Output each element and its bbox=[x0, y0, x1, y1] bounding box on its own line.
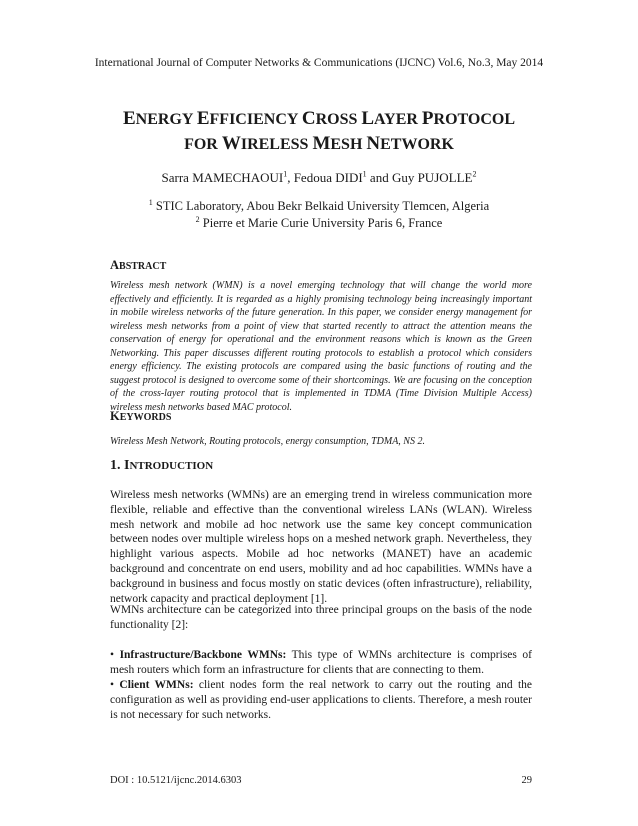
title-cap: N bbox=[366, 133, 381, 154]
title-cap: W bbox=[221, 133, 241, 154]
title-word: ROSS bbox=[315, 111, 362, 128]
keywords-text: Wireless Mesh Network, Routing protocols, energy consumption, TDMA, NS 2. bbox=[110, 436, 425, 447]
title-word: AYER bbox=[374, 111, 422, 128]
affiliation-text: Pierre et Marie Curie University Paris 6, France bbox=[199, 216, 443, 230]
title-line-2 bbox=[0, 132, 638, 157]
affiliation-marker: 1 bbox=[283, 169, 288, 179]
affiliation-marker: 1 bbox=[362, 169, 367, 179]
bullet-term: Client WMNs: bbox=[119, 679, 194, 691]
title-word: ETWORK bbox=[380, 136, 454, 153]
heading-cap: I bbox=[124, 458, 130, 473]
title-cap: E bbox=[196, 108, 210, 129]
author-name: Sarra MAMECHAOUI bbox=[161, 170, 284, 185]
affiliation-1 bbox=[0, 199, 638, 214]
bullet-term: Infrastructure/Backbone WMNs: bbox=[119, 649, 287, 661]
heading-cap: K bbox=[110, 409, 120, 423]
affiliation-marker: 2 bbox=[472, 169, 477, 179]
author-list bbox=[0, 170, 638, 186]
author-name: and Guy PUJOLLE bbox=[366, 170, 473, 185]
paper-title bbox=[0, 107, 638, 157]
abstract-text: Wireless mesh network (WMN) is a novel emerging technology that will change the world more effectively and efficiently. It is regarded as a highly promising technology being increasingly important in mobile wireless networks of the future generation. In this paper, we consider energy management for wireless mesh networks from a point of view that started recently to attract the attention means the conservation of energy for operational and the environment reasons which is known as the Green Networking. This paper discusses different routing protocols to establish a protocol which considers energy efficiency. The existing protocols are compared using the basic functions of routing and the suggest protocol is designed to overcome some of their shortcomings. We are focusing on the conception of the cross-layer routing protocol that is implemented in TDMA (Time Division Multiple Access) wireless mesh networks based MAC protocol. bbox=[110, 280, 532, 413]
title-word: ESH bbox=[330, 136, 367, 153]
bullet-icon: • bbox=[110, 679, 120, 691]
affiliation-marker: 1 bbox=[148, 197, 153, 207]
title-cap: L bbox=[361, 108, 375, 129]
title-cap: P bbox=[421, 108, 434, 129]
author-name: , Fedoua DIDI bbox=[287, 170, 363, 185]
title-cap: C bbox=[301, 108, 316, 129]
keywords-heading bbox=[110, 409, 171, 424]
title-cap: M bbox=[312, 133, 331, 154]
bullet-icon: • bbox=[110, 649, 120, 661]
title-word: ROTOCOL bbox=[433, 111, 516, 128]
section-heading-introduction bbox=[110, 458, 213, 474]
title-word: FOR bbox=[184, 136, 222, 153]
title-cap: E bbox=[122, 108, 136, 129]
affiliation-2 bbox=[0, 216, 638, 231]
affiliation-text: STIC Laboratory, Abou Bekr Belkaid University Tlemcen, Algeria bbox=[152, 199, 490, 213]
title-word: NERGY bbox=[135, 111, 197, 128]
affiliation-marker: 2 bbox=[195, 214, 200, 224]
heading-rest: EYWORDS bbox=[119, 412, 172, 423]
section-number: 1. bbox=[110, 458, 124, 473]
intro-bullet-infrastructure bbox=[110, 648, 532, 678]
doi: DOI : 10.5121/ijcnc.2014.6303 bbox=[110, 775, 242, 786]
title-word: IRELESS bbox=[240, 136, 313, 153]
abstract-heading bbox=[110, 258, 166, 273]
title-word: FFICIENCY bbox=[209, 111, 302, 128]
intro-paragraph-1: Wireless mesh networks (WMNs) are an emerging trend in wireless communication more flexible, reliable and effective than the conventional wireless LANs (WLAN). Wireless mesh network and mobile ad hoc network use the same key concept communication between nodes over multiple wireless hops on a meshed network graph. Nevertheless, they highlight various aspects. Mobile ad hoc networks (MANET) have an academic background and concentrate on end users, mobility and ad hoc capabilities. WMNs have a background in business and focus mostly on static devices (often infrastructure), reliability, network capacity and practical deployment [1]. bbox=[110, 489, 532, 605]
heading-cap: A bbox=[110, 258, 120, 272]
bullet-text: This type of WMNs architecture is comprises of mesh routers which form an infrastructure for clients that are connecting to them. bbox=[110, 649, 532, 676]
journal-header: International Journal of Computer Networks & Communications (IJCNC) Vol.6, No.3, May 2014 bbox=[94, 57, 544, 69]
heading-rest: NTRODUCTION bbox=[129, 460, 214, 472]
heading-rest: BSTRACT bbox=[119, 261, 167, 272]
bullet-text: client nodes form the real network to carry out the routing and the configuration as well as providing end-user applications to clients. Therefore, a mesh router is not necessary for such networks. bbox=[110, 679, 533, 721]
page-number: 29 bbox=[521, 775, 532, 786]
intro-bullet-client bbox=[110, 678, 532, 722]
title-line-1 bbox=[0, 107, 638, 132]
intro-paragraph-2: WMNs architecture can be categorized into three principal groups on the basis of the node functionality [2]: bbox=[110, 604, 532, 631]
